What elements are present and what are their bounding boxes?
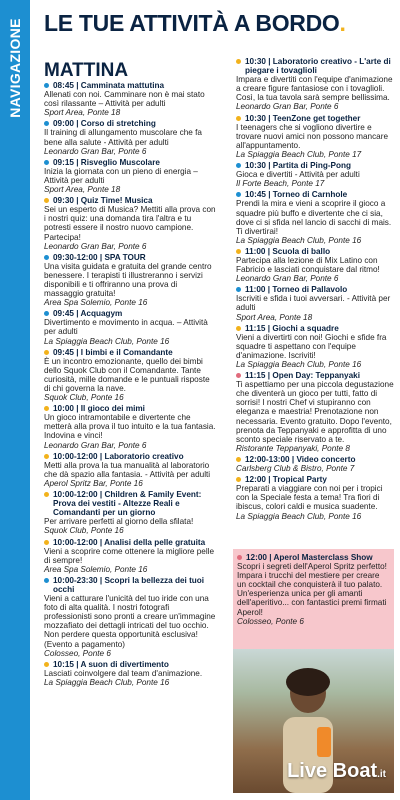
right-events-column — [236, 57, 396, 523]
event-location: Ristorante Teppanyaki, Ponte 8 — [236, 443, 350, 453]
event-header — [236, 475, 396, 484]
event-header — [236, 57, 396, 75]
bullet-icon — [236, 326, 241, 331]
bullet-icon — [44, 406, 49, 411]
event-description: Divertimento e movimento in acqua. – Attività per adulti — [44, 318, 208, 337]
event-title: 09:30-12:00 | SPA TOUR — [53, 252, 146, 262]
event-item — [44, 309, 216, 345]
bullet-icon — [44, 121, 49, 126]
event-description: Partecipa alla lezione di Mix Latino con Fabricio e lasciati conquistare dal ritmo! — [236, 255, 380, 275]
event-description: Allenati con noi. Camminare non è mai stato così rilassante – Attività per adulti — [44, 90, 205, 109]
event-title: 09:45 | I bimbi e il Comandante — [53, 347, 173, 357]
event-header — [236, 114, 396, 123]
navigation-sidebar[interactable] — [0, 0, 30, 800]
event-description: Il training di allungamento muscolare che fa bene alla salute - Attività per adulti — [44, 128, 202, 147]
promo-title: 12:00 | Aperol Masterclass Show — [246, 553, 373, 562]
event-item — [236, 57, 396, 112]
event-description: Vieni a catturare l'unicità del tuo iride con una foto di alta qualità. I nostri fotografi professionisti sono pronti a creare un'immagine mozzafiato dei dettagli intricati del tuo occhio. Non perdere questa opportunità esclusiva! (Evento a pagamento) — [44, 594, 216, 649]
event-location: Leonardo Gran Bar, Ponte 6 — [44, 440, 147, 450]
event-item — [44, 253, 216, 308]
event-location: Leonardo Gran Bar, Ponte 6 — [44, 146, 147, 156]
event-header — [236, 285, 396, 294]
bullet-icon — [44, 83, 49, 88]
event-description: Impara e divertiti con l'equipe d'animazione a creare figure fantasiose con i tovaglioli. Così, la tua tavola sarà sempre bellissima. — [236, 75, 393, 103]
bullet-icon — [236, 249, 241, 254]
event-title: 10:00-23:30 | Scopri la bellezza dei tuoi occhi — [53, 575, 205, 594]
event-location: Colosseo, Ponte 6 — [44, 648, 111, 658]
event-location: La Spiaggia Beach Club, Ponte 16 — [44, 336, 170, 346]
event-item — [236, 247, 396, 283]
event-header — [44, 196, 216, 205]
event-header — [236, 190, 396, 199]
promo-location: Colosseo, Ponte 6 — [237, 616, 304, 626]
event-location: Leonardo Gran Bar, Ponte 6 — [236, 102, 339, 112]
event-title: 10:00-12:00 | Analisi della pelle gratuita — [53, 537, 206, 547]
event-header — [44, 81, 216, 90]
bullet-icon — [237, 555, 242, 560]
event-item — [44, 490, 216, 535]
event-item — [44, 196, 216, 251]
bullet-icon — [44, 311, 49, 316]
event-title: 09:30 | Quiz Time! Musica — [53, 196, 153, 206]
event-description: I teenagers che si vogliono divertire e trovare nuovi amici non possono mancare all'appuntamento. — [236, 122, 389, 150]
event-header — [44, 538, 216, 547]
section-title: MATTINA — [44, 60, 129, 81]
page-title-dot: . — [339, 10, 346, 36]
event-description: Iscriviti e sfida i tuoi avversari. - Attività per adulti — [236, 294, 391, 313]
event-header — [236, 247, 396, 256]
event-header — [44, 348, 216, 357]
event-description: Gioca e divertiti - Attività per adulti — [236, 170, 360, 180]
event-title: 09:45 | Acquagym — [53, 309, 123, 319]
event-location: Squok Club, Ponte 16 — [44, 393, 124, 403]
bullet-icon — [44, 255, 49, 260]
event-location: La Spiaggia Beach Club, Ponte 16 — [236, 511, 362, 521]
event-title: 11:15 | Giochi a squadre — [245, 323, 339, 333]
event-item — [236, 161, 396, 188]
event-title: 10:15 | A suon di divertimento — [53, 659, 169, 669]
event-item — [236, 285, 396, 321]
event-description: Prendi la mira e vieni a scoprire il gioco a squadre più buffo e divertente che ci sia, dove ci si sfida nel lancio di sacchi di mais. Ti divertirai! — [236, 199, 392, 236]
event-item — [236, 371, 396, 453]
page-title-text: LE TUE ATTIVITÀ A BORDO — [44, 10, 340, 36]
event-title: 10:00-12:00 | Children & Family Event: Prova dei vestiti - Altezze Reali e Comandanti per un giorno — [53, 490, 202, 518]
bullet-icon — [236, 457, 241, 462]
bullet-icon — [44, 492, 49, 497]
bullet-icon — [44, 540, 49, 545]
event-description: È un incontro emozionante, quello dei bimbi dello Squok Club con il Comandante. Tante curiosità, mille domande e le puntuali risposte di chi governa la nave. — [44, 356, 210, 393]
event-header — [236, 371, 396, 380]
event-title: 08:45 | Camminata mattutina — [53, 81, 165, 90]
promo-photo — [233, 649, 394, 793]
bullet-icon — [236, 192, 241, 197]
bullet-icon — [44, 578, 49, 583]
event-description: Sei un esperto di Musica? Mettiti alla prova con i nostri quiz: una domanda tira l'altra e tu potresti essere il nostro nuovo campione. Partecipa! — [44, 205, 216, 242]
bullet-icon — [44, 198, 49, 203]
event-description: Metti alla prova la tua manualità al laboratorio che dà spazio alla fantasia. - Attività per adulti — [44, 460, 211, 479]
event-header — [44, 158, 216, 167]
event-header — [44, 119, 216, 128]
event-item — [44, 348, 216, 403]
event-title: 10:30 | TeenZone get together — [245, 113, 361, 123]
event-header — [44, 576, 216, 594]
bullet-icon — [44, 350, 49, 355]
event-item — [44, 538, 216, 574]
bullet-icon — [44, 454, 49, 459]
page-title — [44, 10, 346, 37]
event-item — [44, 158, 216, 194]
event-location: Sport Area, Ponte 18 — [236, 312, 313, 322]
logo-suffix: .it — [377, 769, 386, 780]
event-title: 11:15 | Open Day: Teppanyaki — [245, 371, 360, 381]
event-item — [44, 81, 216, 117]
event-description: Una visita guidata e gratuita del grande centro benessere. I terapisti ti illustreranno i servizi disponibili e ti offriranno una prova di massaggio gratuita! — [44, 261, 212, 299]
sidebar-label: NAVIGAZIONE — [7, 18, 23, 118]
event-description: Vieni a scoprire come ottenere la migliore pelle di sempre! — [44, 546, 215, 565]
event-title: 10:00 | Il gioco dei mimi — [53, 404, 145, 414]
event-title: 10:30 | Partita di Ping-Pong — [245, 161, 352, 171]
bullet-icon — [44, 160, 49, 165]
event-location: Sport Area, Ponte 18 — [44, 185, 121, 195]
event-item — [44, 119, 216, 155]
promo-box — [233, 549, 394, 793]
event-description: Inizia la giornata con un pieno di energia – Attività per adulti — [44, 166, 198, 185]
event-description: Preparati a viaggiare con noi per i tropici con la Speciale festa a tema! Tra fiori di ibiscus, colori caldi e musica suadente. — [236, 484, 383, 512]
event-title: 12:00 | Tropical Party — [245, 475, 327, 485]
event-location: Il Forte Beach, Ponte 17 — [236, 179, 325, 189]
left-events-column — [44, 81, 216, 689]
event-location: Leonardo Gran Bar, Ponte 6 — [44, 241, 147, 251]
live-boat-logo — [287, 760, 386, 783]
event-location: Leonardo Gran Bar, Ponte 6 — [236, 274, 339, 284]
event-header — [236, 455, 396, 464]
event-header — [44, 490, 216, 517]
event-item — [44, 660, 216, 687]
event-item — [44, 452, 216, 488]
event-location: La Spiaggia Beach Club, Ponte 16 — [236, 235, 362, 245]
event-header — [236, 324, 396, 333]
event-item — [236, 114, 396, 159]
event-header — [44, 309, 216, 318]
event-location: La Spiaggia Beach Club, Ponte 16 — [44, 677, 170, 687]
bullet-icon — [236, 287, 241, 292]
event-header — [44, 660, 216, 669]
event-location: Area Spa Solemio, Ponte 16 — [44, 564, 148, 574]
event-description: Lasciati coinvolgere dal team d'animazione. — [44, 668, 203, 678]
event-title: 09:00 | Corso di stretching — [53, 119, 156, 129]
event-title: 11:00 | Torneo di Pallavolo — [245, 285, 348, 295]
event-location: Carlsberg Club & Bistro, Ponte 7 — [236, 464, 355, 474]
event-title: 10:30 | Laboratorio creativo - L'arte di piegare i tovaglioli — [245, 57, 391, 76]
event-header — [44, 404, 216, 413]
event-description: Per arrivare perfetti al giorno della sfilata! — [44, 517, 194, 527]
bullet-icon — [236, 116, 241, 121]
event-location: La Spiaggia Beach Club, Ponte 16 — [236, 360, 362, 369]
event-description: Ti aspettiamo per una piccola degustazione che diventerà un gioco per tutti, fatto di sorrisi! I nostri Chef vi stupiranno con eleganza e maestria! Prenotazione non necessaria. Evento gratuito. Dopo l'evento, prenota da Teppanyaki e approfitta di uno sconto speciale riservato a te. — [236, 380, 394, 444]
event-header — [44, 452, 216, 461]
event-item — [236, 475, 396, 520]
event-title: 12:00-13:00 | Video concerto — [245, 454, 356, 464]
event-description: Vieni a divertirti con noi! Giochi e sfide fra squadre ti aspettano con l'equipe d'animazione. Iscriviti! — [236, 332, 387, 360]
event-header — [236, 161, 396, 170]
event-item — [44, 576, 216, 658]
event-header — [44, 253, 216, 262]
logo-main: Live Boat — [287, 760, 378, 782]
promo-description: Scopri i segreti dell'Aperol Spritz perfetto! Impara i trucchi del mestiere per creare un cocktail che conquisterà il tuo palato. Un'esperienza unica per gli amanti dell'aperitivo... con fantastici premi firmati Aperol! — [237, 562, 387, 617]
bullet-icon — [236, 163, 241, 168]
event-item — [236, 190, 396, 245]
event-item — [236, 324, 396, 369]
bullet-icon — [236, 373, 241, 378]
event-item — [236, 455, 396, 473]
event-title: 09:15 | Risveglio Muscolare — [53, 157, 160, 167]
event-location: Aperol Spritz Bar, Ponte 16 — [44, 478, 143, 488]
event-location: Sport Area, Ponte 18 — [44, 108, 121, 118]
bullet-icon — [236, 59, 241, 64]
event-location: Squok Club, Ponte 16 — [44, 526, 124, 536]
event-location: La Spiaggia Beach Club, Ponte 17 — [236, 149, 362, 159]
event-location: Area Spa Solemio, Ponte 16 — [44, 298, 148, 308]
event-title: 10:00-12:00 | Laboratorio creativo — [53, 451, 184, 461]
event-title: 11:00 | Scuola di ballo — [245, 246, 331, 256]
promo-head — [237, 553, 390, 562]
bullet-icon — [236, 477, 241, 482]
event-item — [44, 404, 216, 449]
bullet-icon — [44, 662, 49, 667]
event-description: Un gioco intramontabile e divertente che metterà alla prova il tuo intuito e la tua fantasia. Indovina e vinci! — [44, 413, 216, 441]
event-title: 10:45 | Torneo di Carnhole — [245, 190, 348, 200]
